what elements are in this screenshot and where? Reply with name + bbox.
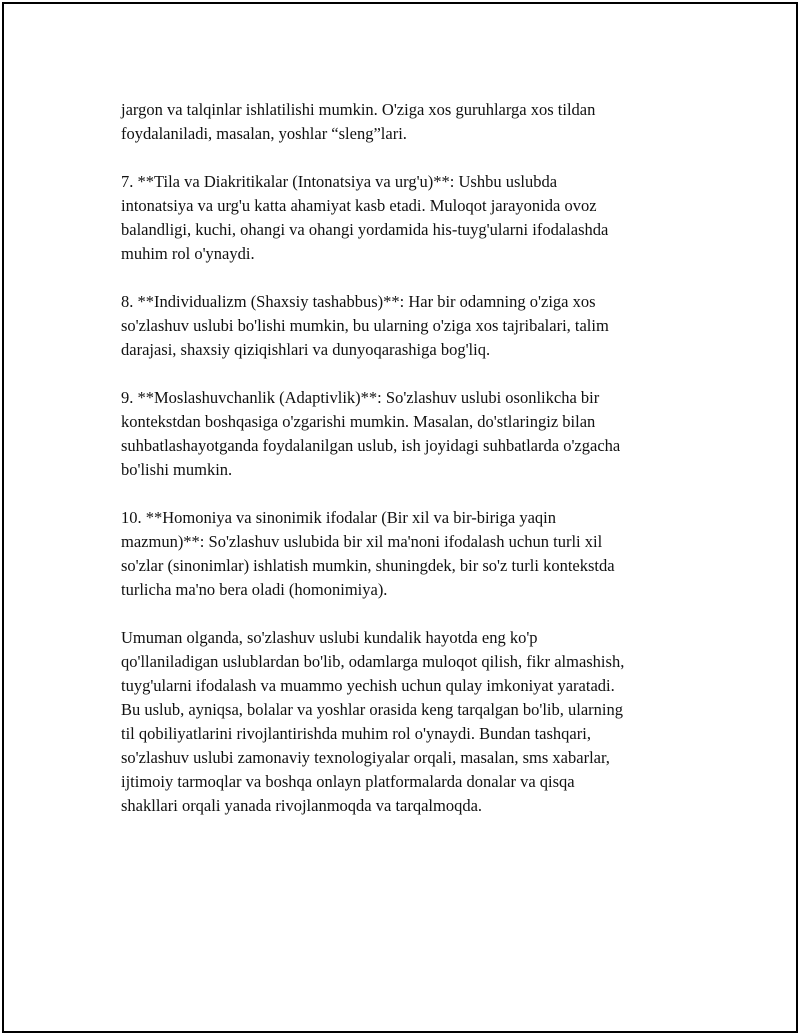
text-line: muhim rol o'ynaydi.	[121, 244, 255, 263]
paragraph-item-8	[121, 290, 691, 362]
text-line: 10. **Homoniya va sinonimik ifodalar (Bir xil va bir-biriga yaqin	[121, 508, 557, 527]
text-line: 9. **Moslashuvchanlik (Adaptivlik)**: So'zlashuv uslubi osonlikcha bir	[121, 388, 600, 407]
paragraph-item-9	[121, 386, 691, 482]
text-line: suhbatlashayotganda foydalanilgan uslub, ish joyidagi suhbatlarda o'zgacha	[121, 436, 621, 455]
text-line: Umuman olganda, so'zlashuv uslubi kundalik hayotda eng ko'p	[121, 628, 538, 647]
text-line: ijtimoiy tarmoqlar va boshqa onlayn platformalarda donalar va qisqa	[121, 772, 575, 791]
text-line: so'zlashuv uslubi zamonaviy texnologiyalar orqali, masalan, sms xabarlar,	[121, 748, 610, 767]
paragraph-item-7	[121, 170, 691, 266]
text-line: tuyg'ularni ifodalash va muammo yechish uchun qulay imkoniyat yaratadi.	[121, 676, 615, 695]
text-line: foydalaniladi, masalan, yoshlar “sleng”lari.	[121, 124, 407, 143]
text-line: so'zlashuv uslubi bo'lishi mumkin, bu ularning o'ziga xos tajribalari, talim	[121, 316, 609, 335]
text-line: kontekstdan boshqasiga o'zgarishi mumkin. Masalan, do'stlaringiz bilan	[121, 412, 596, 431]
paragraph-jargon-continuation	[121, 98, 691, 146]
text-line: 8. **Individualizm (Shaxsiy tashabbus)**: Har bir odamning o'ziga xos	[121, 292, 596, 311]
text-line: jargon va talqinlar ishlatilishi mumkin. O'ziga xos guruhlarga xos tildan	[121, 100, 596, 119]
text-line: so'zlar (sinonimlar) ishlatish mumkin, shuningdek, bir so'z turli kontekstda	[121, 556, 615, 575]
paragraph-conclusion	[121, 626, 691, 818]
text-line: shakllari orqali yanada rivojlanmoqda va tarqalmoqda.	[121, 796, 483, 815]
text-line: qo'llaniladigan uslublardan bo'lib, odamlarga muloqot qilish, fikr almashish,	[121, 652, 625, 671]
text-line: bo'lishi mumkin.	[121, 460, 233, 479]
text-line: turlicha ma'no bera oladi (homonimiya).	[121, 580, 388, 599]
document-body	[121, 98, 691, 842]
text-line: 7. **Tila va Diakritikalar (Intonatsiya va urg'u)**: Ushbu uslubda	[121, 172, 558, 191]
document-page	[2, 2, 798, 1033]
text-line: mazmun)**: So'zlashuv uslubida bir xil ma'noni ifodalash uchun turli xil	[121, 532, 603, 551]
text-line: intonatsiya va urg'u katta ahamiyat kasb etadi. Muloqot jarayonida ovoz	[121, 196, 597, 215]
text-line: Bu uslub, ayniqsa, bolalar va yoshlar orasida keng tarqalgan bo'lib, ularning	[121, 700, 623, 719]
text-line: balandligi, kuchi, ohangi va ohangi yordamida his-tuyg'ularni ifodalashda	[121, 220, 609, 239]
text-line: darajasi, shaxsiy qiziqishlari va dunyoqarashiga bog'liq.	[121, 340, 491, 359]
text-line: til qobiliyatlarini rivojlantirishda muhim rol o'ynaydi. Bundan tashqari,	[121, 724, 591, 743]
paragraph-item-10	[121, 506, 691, 602]
